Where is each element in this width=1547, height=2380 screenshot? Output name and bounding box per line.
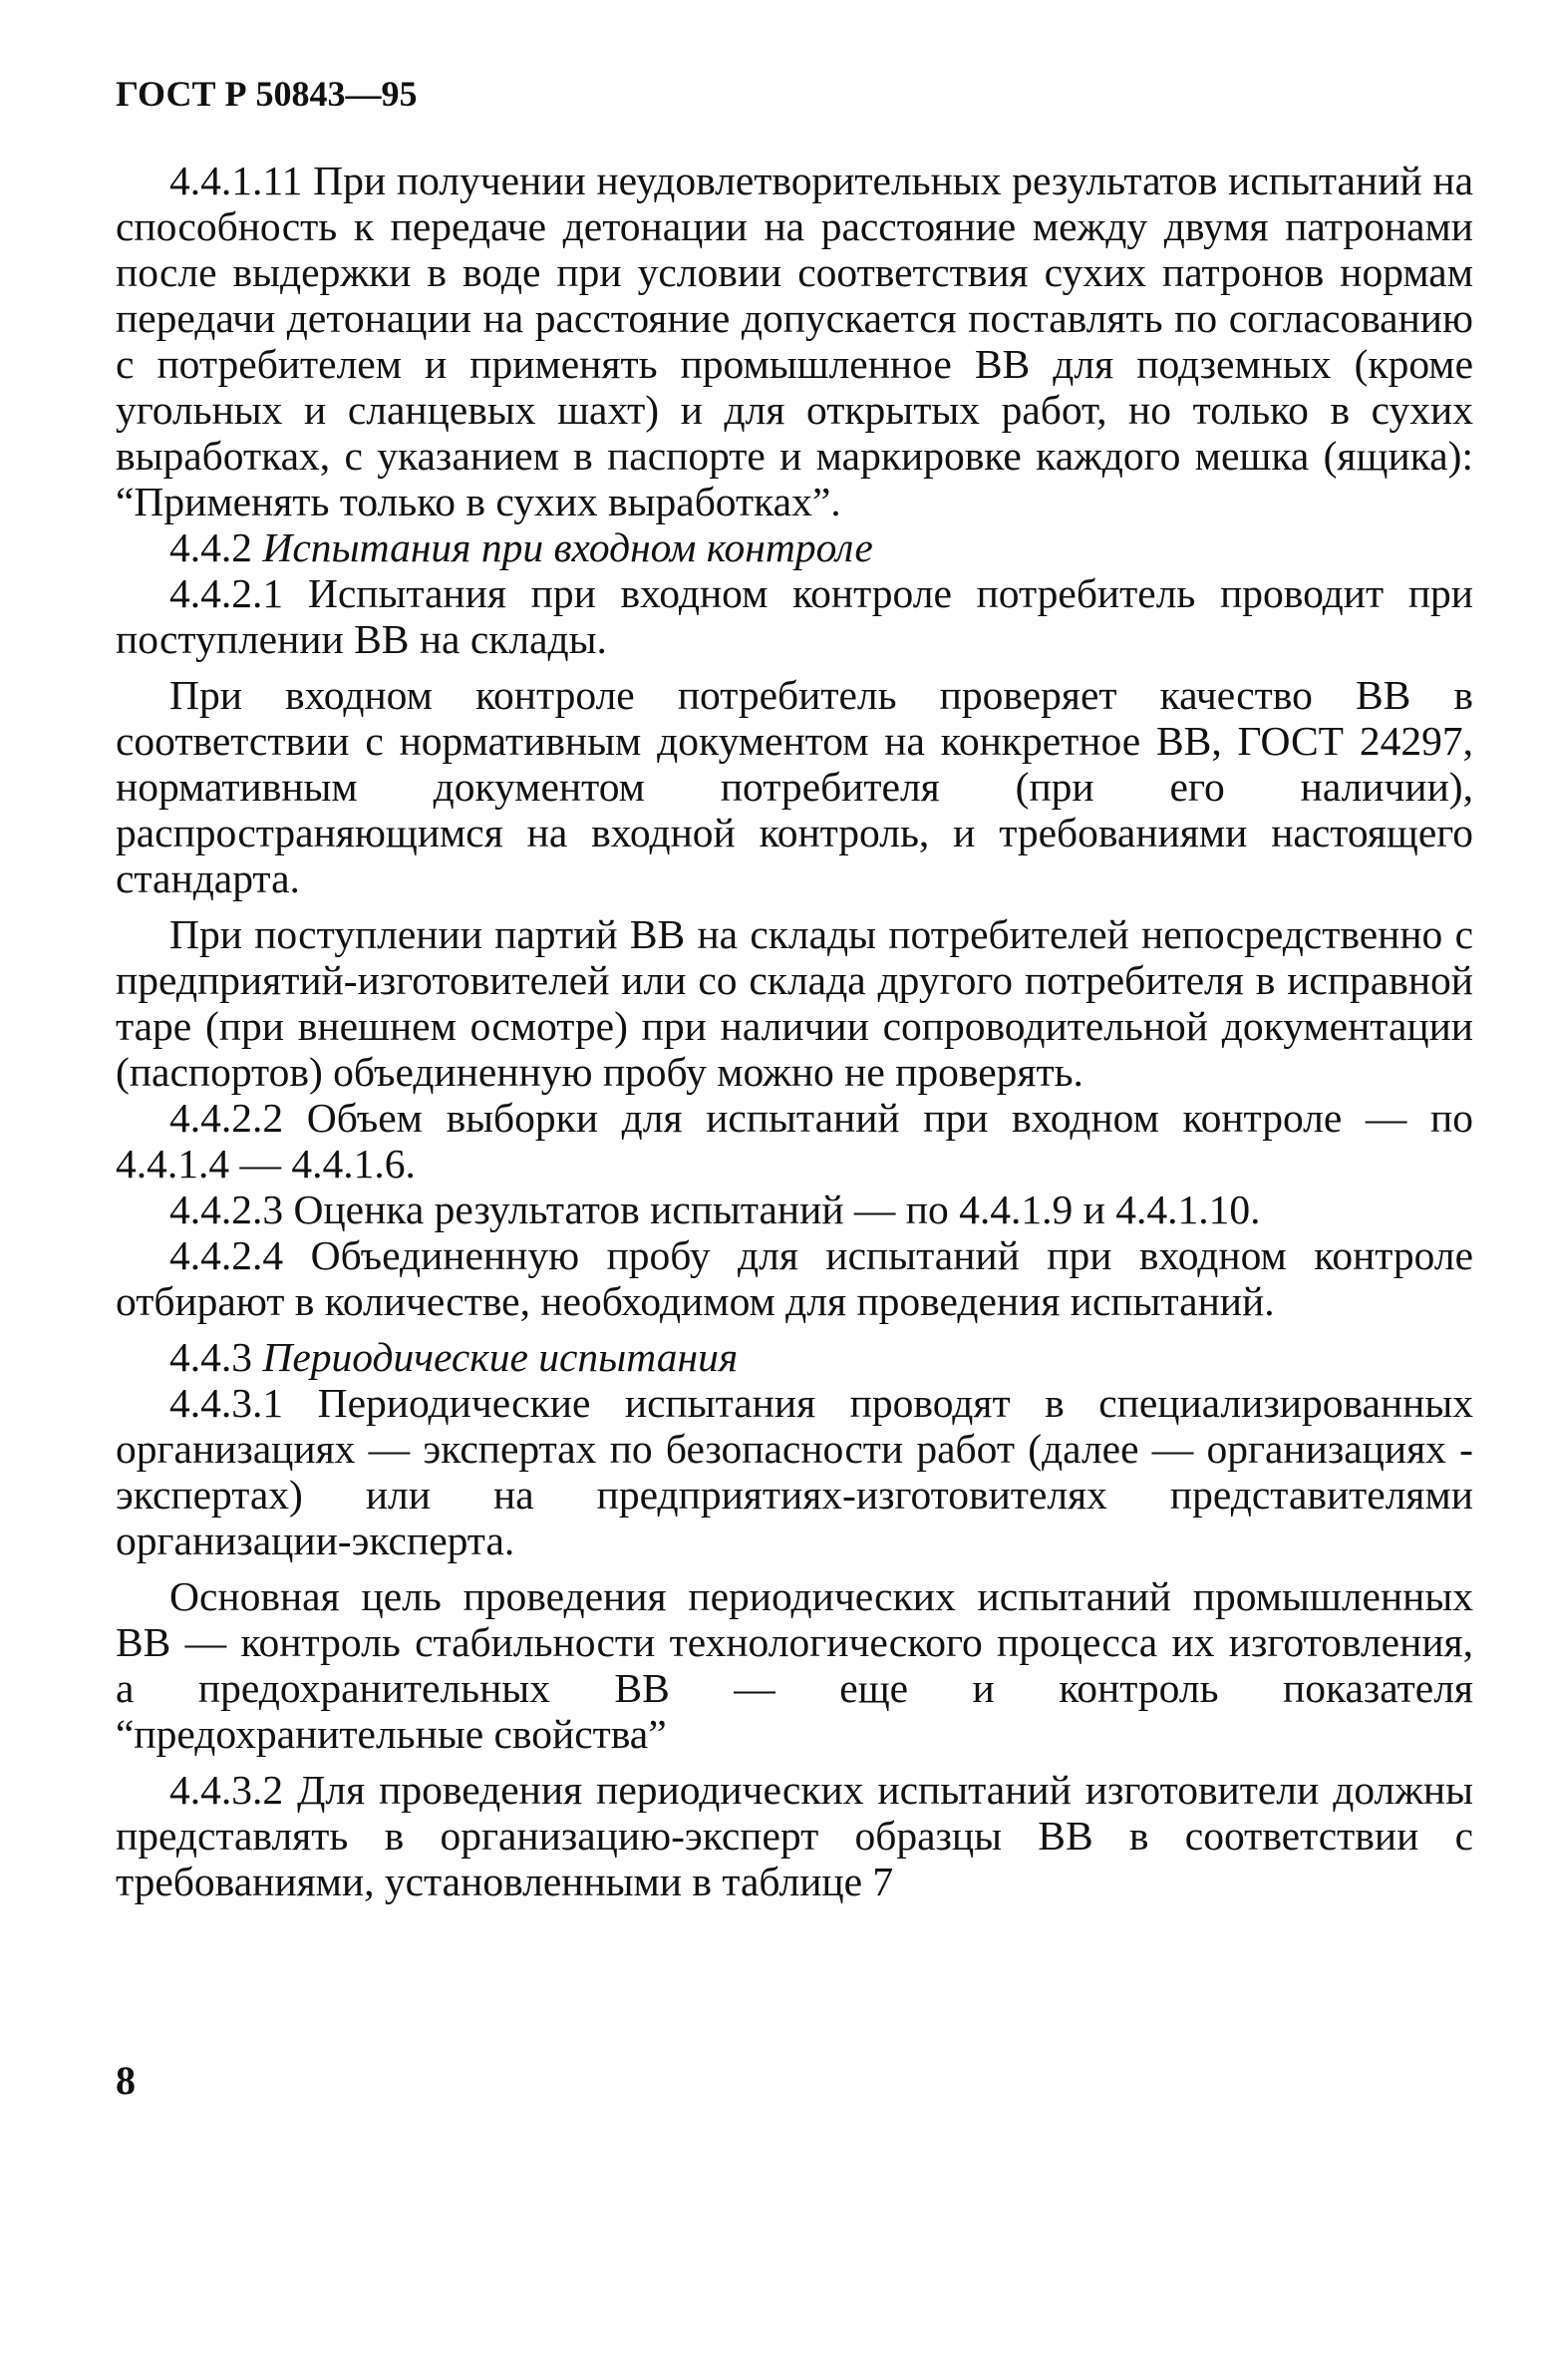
document-body [116,158,1473,1904]
section-heading-4-4-3 [116,1334,1473,1380]
section-number: 4.4.3 [169,1334,252,1380]
section-title: Испытания при входном контроле [262,524,873,570]
section-heading-4-4-2 [116,524,1473,570]
paragraph-4-4-2-2: 4.4.2.2 Объем выборки для испытаний при входном контроле — по 4.4.1.4 — 4.4.1.6. [116,1095,1473,1187]
section-number: 4.4.2 [169,524,252,570]
paragraph-4-4-2-1: 4.4.2.1 Испытания при входном контроле потребитель проводит при поступлении ВВ на склады. [116,570,1473,662]
paragraph-batch-delivery: При поступлении партий ВВ на склады потребителей непосредственно с предприятий-изготовителей или со склада другого потребителя в исправной таре (при внешнем осмотре) при наличии сопроводительной документации (паспортов) объединенную пробу можно не проверять. [116,911,1473,1095]
paragraph-4-4-1-11: 4.4.1.11 При получении неудовлетворительных результатов испытаний на способность к передаче детонации на расстояние между двумя патронами после выдержки в воде при условии соответствия сухих патронов нормам передачи детонации на расстояние допускается поставлять по согласованию с потребителем и применять промышленное ВВ для подземных (кроме угольных и сланцевых шахт) и для открытых работ, но только в сухих выработках, с указанием в паспорте и маркировке каждого мешка (ящика): “Применять только в сухих выработках”. [116,158,1473,524]
paragraph-periodic-purpose: Основная цель проведения периодических испытаний промышленных ВВ — контроль стабильности технологического процесса их изготовления, а предохранительных ВВ — еще и контроль показателя “предохранительные свойства” [116,1573,1473,1757]
document-code-header: ГОСТ Р 50843—95 [116,74,418,114]
paragraph-4-4-3-1: 4.4.3.1 Периодические испытания проводят в специализированных организациях — экспертах по безопасности работ (далее — организациях - экспертах) или на предприятиях-изготовителях представителями организации-эксперта. [116,1380,1473,1563]
paragraph-4-4-3-2: 4.4.3.2 Для проведения периодических испытаний изготовители должны представлять в организацию-эксперт образцы ВВ в соответствии с требованиями, установленными в таблице 7 [116,1767,1473,1904]
section-title: Периодические испытания [262,1334,739,1380]
page-number: 8 [116,2058,136,2103]
paragraph-4-4-2-3: 4.4.2.3 Оценка результатов испытаний — по 4.4.1.9 и 4.4.1.10. [169,1187,1261,1232]
paragraph-4-4-2-4: 4.4.2.4 Объединенную пробу для испытаний при входном контроле отбирают в количестве, необходимом для проведения испытаний. [116,1232,1473,1324]
paragraph-input-control-quality: При входном контроле потребитель проверяет качество ВВ в соответствии с нормативным документом на конкретное ВВ, ГОСТ 24297, нормативным документом потребителя (при его наличии), распространяющимся на входной контроль, и требованиями настоящего стандарта. [116,672,1473,901]
